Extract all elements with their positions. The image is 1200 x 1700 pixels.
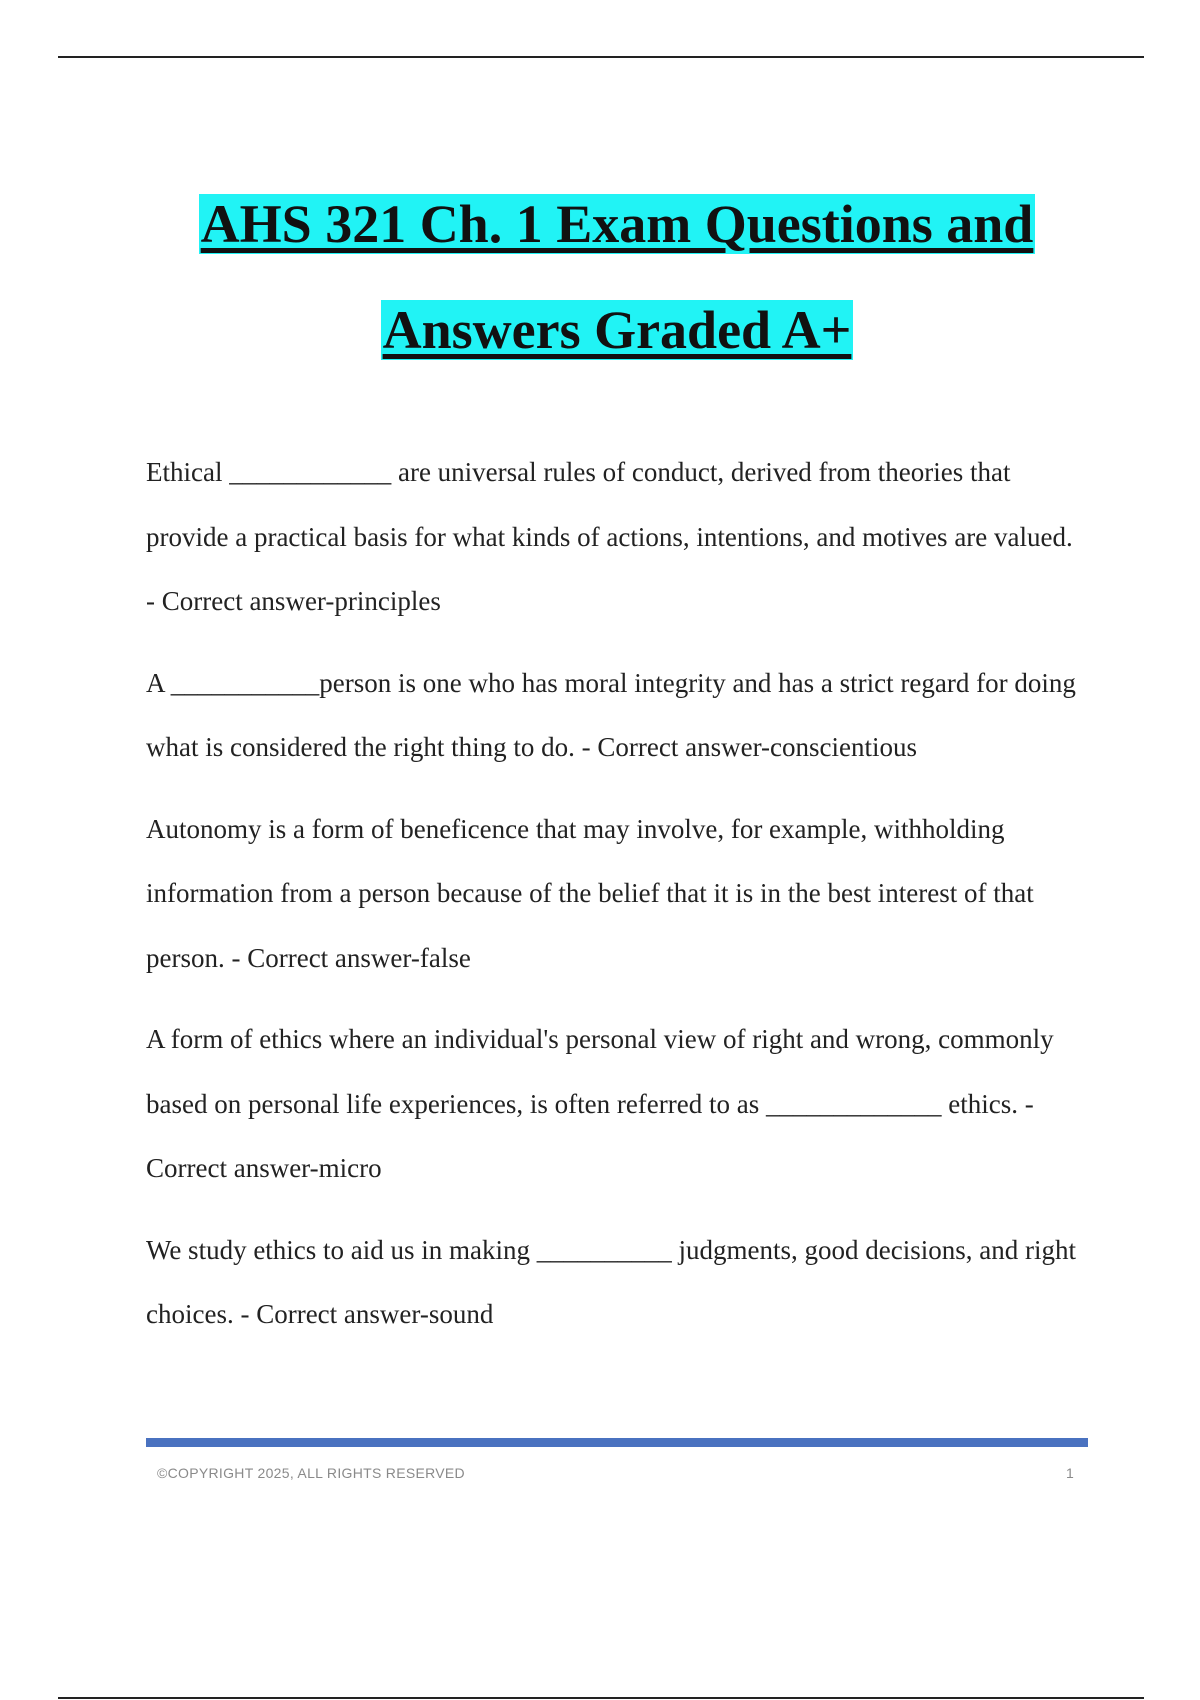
question-item	[146, 797, 1086, 991]
page-bottom-rule	[58, 1697, 1144, 1699]
question-text-after: person is one who has moral integrity and has a strict regard for doing what is considered the right thing to do. - Correct answer-conscientious	[146, 667, 1076, 762]
question-list	[146, 440, 1086, 1364]
question-text-after: are universal rules of conduct, derived from theories that provide a practical basis for what kinds of actions, intentions, and motives are valued. - Correct answer-principles	[146, 457, 1073, 616]
footer-page-number: 1	[1066, 1465, 1074, 1481]
question-blank: _____________	[766, 1088, 942, 1119]
question-item	[146, 1218, 1086, 1347]
question-text-before: We study ethics to aid us in making	[146, 1234, 531, 1265]
footer-accent-bar	[146, 1438, 1088, 1447]
question-text-before: A form of ethics where an individual's personal view of right and wrong, commonly based on personal life experiences, is often referred to as	[146, 1024, 1054, 1119]
question-item	[146, 440, 1086, 634]
question-blank: ___________	[170, 667, 320, 698]
question-item	[146, 1007, 1086, 1201]
question-blank: __________	[536, 1234, 672, 1265]
question-text-after: judgments, good decisions, and right choices. - Correct answer-sound	[146, 1234, 1076, 1329]
title-line-2	[80, 284, 1154, 390]
question-item	[146, 651, 1086, 780]
question-text-after: ethics. - Correct answer-micro	[146, 1088, 1034, 1183]
title-line-1	[80, 178, 1154, 284]
footer-copyright: ©COPYRIGHT 2025, ALL RIGHTS RESERVED	[157, 1465, 465, 1481]
question-blank: ____________	[229, 457, 392, 487]
document-title	[80, 178, 1154, 390]
title-text-2: Answers Graded A+	[382, 300, 852, 360]
question-text-before: A	[146, 667, 165, 698]
title-text-1: AHS 321 Ch. 1 Exam Questions and	[200, 194, 1034, 254]
page-top-rule	[58, 56, 1144, 58]
question-text-before: Ethical	[146, 457, 223, 487]
question-text-after: Autonomy is a form of beneficence that may involve, for example, withholding information from a person because of the belief that it is in the best interest of that person. - Correct answer-false	[146, 813, 1034, 973]
